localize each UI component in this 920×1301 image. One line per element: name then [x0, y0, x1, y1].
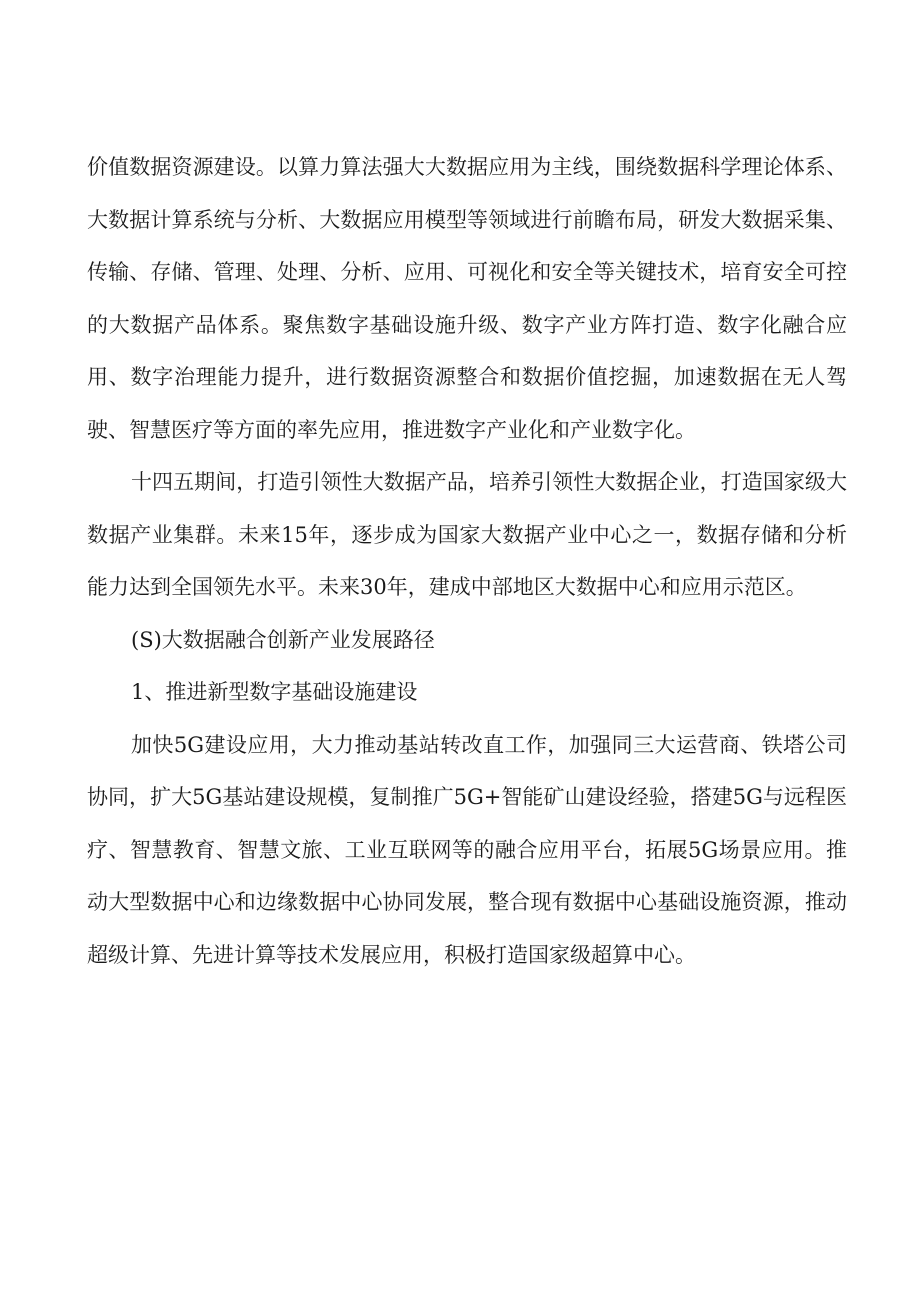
paragraph-fourteenth-five-year-plan: 十四五期间，打造引领性大数据产品，培养引领性大数据企业，打造国家级大数据产业集群。未来15年，逐步成为国家大数据产业中心之一，数据存储和分析能力达到全国领先水平。未来30年，建成中部地区大数据中心和应用示范区。: [87, 470, 847, 599]
document-body: [87, 141, 847, 981]
paragraph-data-resource-construction: 价值数据资源建设。以算力算法强大大数据应用为主线，围绕数据科学理论体系、大数据计算系统与分析、大数据应用模型等领域进行前瞻布局，研发大数据采集、传输、存储、管理、处理、分析、应用、可视化和安全等关键技术，培育安全可控的大数据产品体系。聚焦数字基础设施升级、数字产业方阵打造、数字化融合应用、数字治理能力提升，进行数据资源整合和数据价值挖掘，加速数据在无人驾驶、智慧医疗等方面的率先应用，推进数字产业化和产业数字化。: [87, 155, 847, 442]
subsection-heading: 1、推进新型数字基础设施建设: [131, 680, 418, 704]
section-heading: (S)大数据融合创新产业发展路径: [131, 627, 435, 652]
paragraph-5g-infrastructure: 加快5G建设应用，大力推动基站转改直工作，加强同三大运营商、铁塔公司协同，扩大5G基站建设规模，复制推广5G+智能矿山建设经验，搭建5G与远程医疗、智慧教育、智慧文旅、工业互联网等的融合应用平台，拓展5G场景应用。推动大型数据中心和边缘数据中心协同发展，整合现有数据中心基础设施资源，推动超级计算、先进计算等技术发展应用，积极打造国家级超算中心。: [87, 732, 847, 967]
